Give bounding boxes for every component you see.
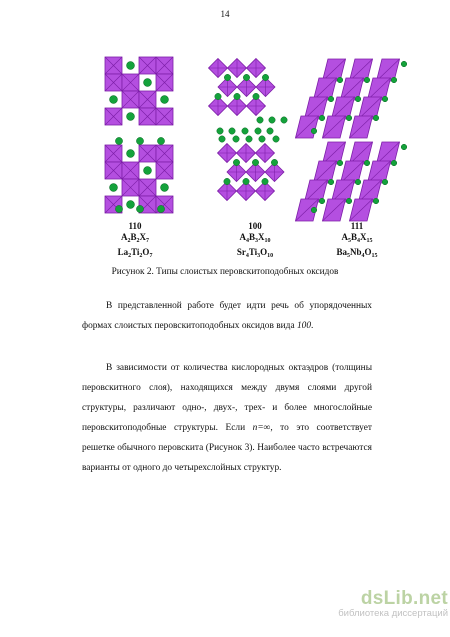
cation-atom (127, 113, 135, 121)
cation-atom (127, 201, 135, 209)
cation-atom (401, 144, 407, 150)
cation-atom (246, 136, 252, 142)
cation-atom (144, 79, 152, 87)
cation-atom (243, 74, 249, 80)
cation-atom (252, 159, 258, 165)
cation-atom (127, 150, 135, 158)
panel-formula: $A_2B_2X_7$ (120, 232, 149, 244)
cation-atom (328, 179, 334, 185)
panel-index: 100 (248, 221, 262, 231)
cation-atom (110, 96, 118, 104)
cation-atom (229, 128, 235, 134)
cation-atom (217, 128, 223, 134)
cation-atom (382, 96, 388, 102)
cation-atom (391, 160, 397, 166)
cation-atom (273, 136, 279, 142)
cation-atom (157, 137, 164, 144)
panel-label-111 (322, 221, 392, 262)
cation-atom (311, 207, 317, 213)
cation-atom (364, 77, 370, 83)
panel-index: 111 (350, 221, 364, 231)
panel-label-110 (100, 221, 170, 262)
cation-atom (364, 160, 370, 166)
cation-atom (346, 198, 352, 204)
cation-atom (234, 93, 240, 99)
cation-atom (262, 178, 268, 184)
panel-example: $Ba_5Nb_4O_{15}$ (336, 247, 378, 259)
figure-caption: Рисунок 2. Типы слоистых перовскитоподобных оксидов (111, 267, 339, 277)
cation-atom (319, 115, 325, 121)
paragraph-text: В зависимости от количества кислородных октаэдров (толщины перовскитного слоя), находящихся между двумя слоями другой структуры, различают одно-, двух-, трех- и более многослойные перовскитоподобные структуры. Если n=∞, то это соответствует решетке обычного перовскита (Рисунок 3). Наиболее часто встречаются варианты от одного до четырехслойных структур. (82, 363, 372, 473)
cation-atom (259, 136, 265, 142)
cation-atom (233, 136, 239, 142)
panel-formula: $A_4B_3X_{10}$ (239, 232, 271, 244)
panel-example: $Sr_4Ti_3O_{10}$ (236, 247, 274, 259)
cation-atom (257, 117, 263, 123)
cation-atom (346, 115, 352, 121)
cation-atom (319, 198, 325, 204)
cation-atom (382, 179, 388, 185)
cation-atom (115, 205, 122, 212)
paragraph-text: В представленной работе будет идти речь об упорядоченных формах слоистых перовскитоподобных оксидов вида 100. (82, 301, 372, 331)
cation-atom (269, 117, 275, 123)
cation-atom (161, 184, 169, 192)
cation-atom (355, 96, 361, 102)
structure-111 (295, 59, 406, 221)
cation-atom (253, 93, 259, 99)
cation-atom (110, 184, 118, 192)
cation-atom (373, 198, 379, 204)
cation-atom (337, 77, 343, 83)
cation-atom (233, 159, 239, 165)
cation-atom (311, 128, 317, 134)
structure-110 (105, 57, 173, 213)
cation-atom (401, 61, 407, 67)
panel-label-100 (220, 221, 290, 262)
cation-atom (224, 178, 230, 184)
page-number: 14 (220, 9, 230, 19)
cation-atom (215, 93, 221, 99)
panel-formula: $A_5B_4X_{15}$ (341, 232, 373, 244)
watermark (318, 588, 448, 619)
cation-atom (127, 62, 135, 70)
structure-100 (209, 59, 288, 201)
cation-atom (144, 167, 152, 175)
cation-atom (262, 74, 268, 80)
cation-atom (243, 178, 249, 184)
panel-index: 110 (128, 221, 142, 231)
cation-atom (337, 160, 343, 166)
cation-atom (115, 137, 122, 144)
cation-atom (219, 136, 225, 142)
cation-atom (157, 205, 164, 212)
paragraph-2 (82, 358, 372, 478)
paragraph-1 (82, 296, 372, 336)
cation-atom (271, 159, 277, 165)
cation-atom (355, 179, 361, 185)
panel-example: $La_2Ti_2O_7$ (117, 247, 153, 259)
cation-atom (255, 128, 261, 134)
cation-atom (267, 128, 273, 134)
cation-atom (391, 77, 397, 83)
cation-atom (161, 96, 169, 104)
cation-atom (136, 137, 143, 144)
cation-atom (224, 74, 230, 80)
cation-atom (136, 205, 143, 212)
watermark-subtitle: библиотека диссертаций (338, 608, 448, 619)
cation-atom (281, 117, 287, 123)
watermark-logo: dsLib.net (360, 588, 448, 609)
cation-atom (242, 128, 248, 134)
cation-atom (373, 115, 379, 121)
cation-atom (328, 96, 334, 102)
